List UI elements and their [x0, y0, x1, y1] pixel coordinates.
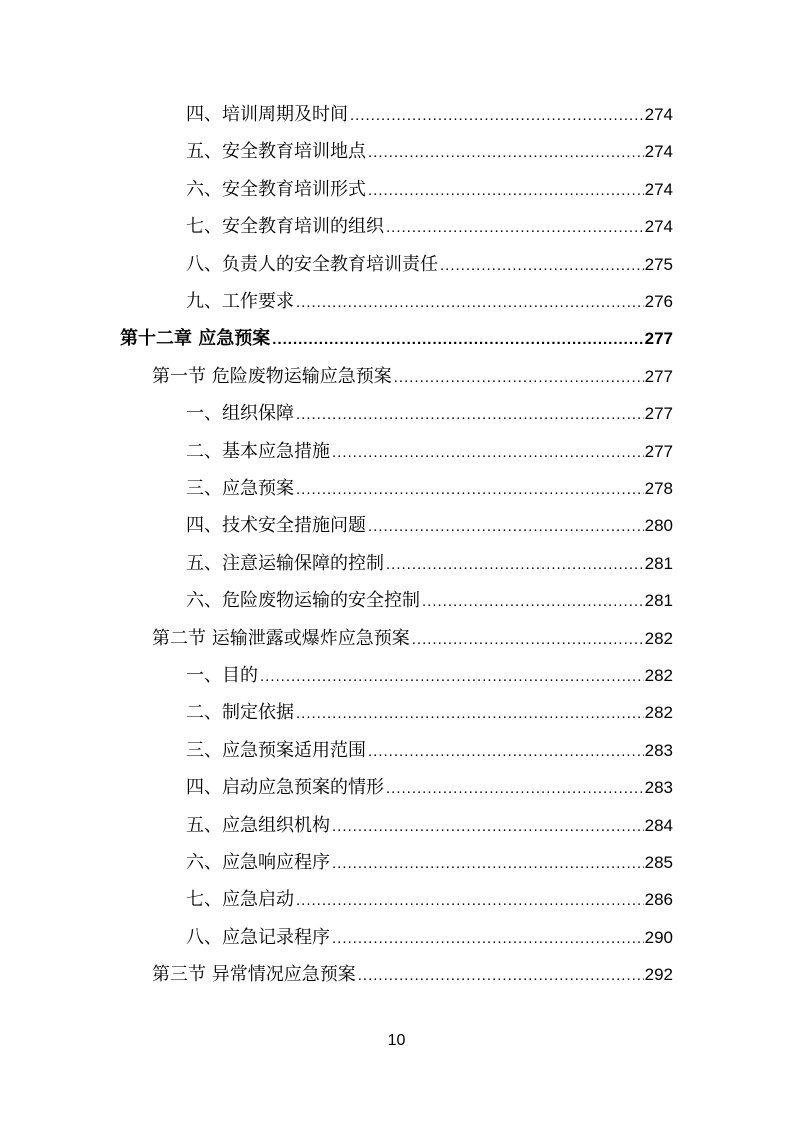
toc-item-entry — [186, 511, 673, 541]
toc-leader-dots — [394, 363, 644, 393]
toc-entry-page: 277 — [644, 404, 673, 423]
toc-leader-dots — [296, 699, 644, 729]
toc-entry-page: 282 — [644, 703, 673, 722]
toc-entry-label: 三、应急预案适用范围 — [186, 740, 366, 761]
toc-leader-dots — [386, 550, 644, 580]
toc-entry-label: 七、应急启动 — [186, 889, 294, 910]
page-number: 10 — [387, 1032, 406, 1049]
toc-item-entry — [186, 698, 673, 728]
toc-leader-dots — [358, 961, 644, 991]
toc-entry-page: 281 — [644, 591, 673, 610]
toc-item-entry — [186, 736, 673, 766]
toc-item-entry — [186, 661, 673, 691]
toc-entry-page: 274 — [644, 180, 673, 199]
toc-entry-page: 276 — [644, 292, 673, 311]
toc-entry-page: 285 — [644, 853, 673, 872]
toc-entry-page: 286 — [644, 890, 673, 909]
toc-leader-dots — [332, 812, 644, 842]
toc-entry-label: 五、注意运输保障的控制 — [186, 553, 384, 574]
toc-item-entry — [186, 399, 673, 429]
toc-leader-dots — [422, 587, 644, 617]
toc-item-entry — [186, 549, 673, 579]
toc-leader-dots — [368, 176, 644, 206]
toc-item-entry — [186, 437, 673, 467]
toc-entry-page: 274 — [644, 217, 673, 236]
toc-section-entry — [152, 960, 673, 990]
toc-item-entry — [186, 137, 673, 167]
toc-leader-dots — [368, 138, 644, 168]
toc-item-entry — [186, 100, 673, 130]
toc-leader-dots — [332, 438, 644, 468]
toc-item-entry — [186, 848, 673, 878]
toc-leader-dots — [272, 325, 643, 355]
toc-entry-label: 九、工作要求 — [186, 291, 294, 312]
toc-leader-dots — [260, 662, 644, 692]
toc-leader-dots — [386, 213, 644, 243]
toc-leader-dots — [386, 774, 644, 804]
toc-leader-dots — [368, 737, 644, 767]
toc-entry-label: 四、技术安全措施问题 — [186, 515, 366, 536]
toc-entry-page: 284 — [644, 816, 673, 835]
toc-entry-page: 275 — [644, 255, 673, 274]
toc-leader-dots — [296, 886, 644, 916]
toc-leader-dots — [296, 288, 644, 318]
toc-entry-page: 290 — [644, 928, 673, 947]
toc-leader-dots — [412, 625, 644, 655]
toc-item-entry — [186, 923, 673, 953]
toc-entry-label: 一、目的 — [186, 665, 258, 686]
toc-entry-label: 二、基本应急措施 — [186, 441, 330, 462]
toc-leader-dots — [350, 101, 644, 131]
toc-item-entry — [186, 250, 673, 280]
toc-entry-label: 五、应急组织机构 — [186, 815, 330, 836]
toc-item-entry — [186, 287, 673, 317]
toc-section-entry — [152, 362, 673, 392]
toc-entry-label: 四、启动应急预案的情形 — [186, 777, 384, 798]
toc-section-entry — [152, 624, 673, 654]
toc-item-entry — [186, 175, 673, 205]
toc-entry-label: 第二节 运输泄露或爆炸应急预案 — [152, 628, 410, 649]
toc-entry-label: 一、组织保障 — [186, 403, 294, 424]
toc-entry-page: 281 — [644, 554, 673, 573]
toc-entry-label: 六、安全教育培训形式 — [186, 179, 366, 200]
toc-entry-label: 第十二章 应急预案 — [120, 328, 271, 349]
toc-entry-label: 七、安全教育培训的组织 — [186, 216, 384, 237]
toc-entry-label: 八、应急记录程序 — [186, 927, 330, 948]
toc-chapter-entry — [120, 324, 673, 354]
toc-entry-page: 277 — [644, 442, 673, 461]
toc-leader-dots — [332, 924, 644, 954]
toc-entry-label: 第三节 异常情况应急预案 — [152, 964, 356, 985]
toc-entry-page: 274 — [644, 105, 673, 124]
toc-entry-page: 277 — [644, 329, 673, 348]
toc-entry-page: 282 — [644, 629, 673, 648]
toc-item-entry — [186, 885, 673, 915]
toc-entry-page: 280 — [644, 516, 673, 535]
toc-item-entry — [186, 474, 673, 504]
toc-entry-page: 283 — [644, 778, 673, 797]
toc-item-entry — [186, 586, 673, 616]
toc-entry-page: 283 — [644, 741, 673, 760]
toc-item-entry — [186, 811, 673, 841]
toc-entry-label: 八、负责人的安全教育培训责任 — [186, 254, 438, 275]
toc-entry-label: 四、培训周期及时间 — [186, 104, 348, 125]
toc-entry-label: 六、危险废物运输的安全控制 — [186, 590, 420, 611]
toc-entry-page: 278 — [644, 479, 673, 498]
toc-entry-label: 第一节 危险废物运输应急预案 — [152, 366, 392, 387]
toc-entry-page: 277 — [644, 367, 673, 386]
toc-item-entry — [186, 773, 673, 803]
toc-leader-dots — [440, 251, 644, 281]
toc-leader-dots — [296, 475, 644, 505]
toc-entry-label: 二、制定依据 — [186, 702, 294, 723]
toc-item-entry — [186, 212, 673, 242]
toc-leader-dots — [332, 849, 644, 879]
toc-entry-label: 六、应急响应程序 — [186, 852, 330, 873]
toc-entry-label: 三、应急预案 — [186, 478, 294, 499]
toc-entry-page: 282 — [644, 666, 673, 685]
toc-leader-dots — [296, 400, 644, 430]
toc-entry-label: 五、安全教育培训地点 — [186, 141, 366, 162]
toc-entry-page: 274 — [644, 142, 673, 161]
toc-leader-dots — [368, 512, 644, 542]
toc-entry-page: 292 — [644, 965, 673, 984]
